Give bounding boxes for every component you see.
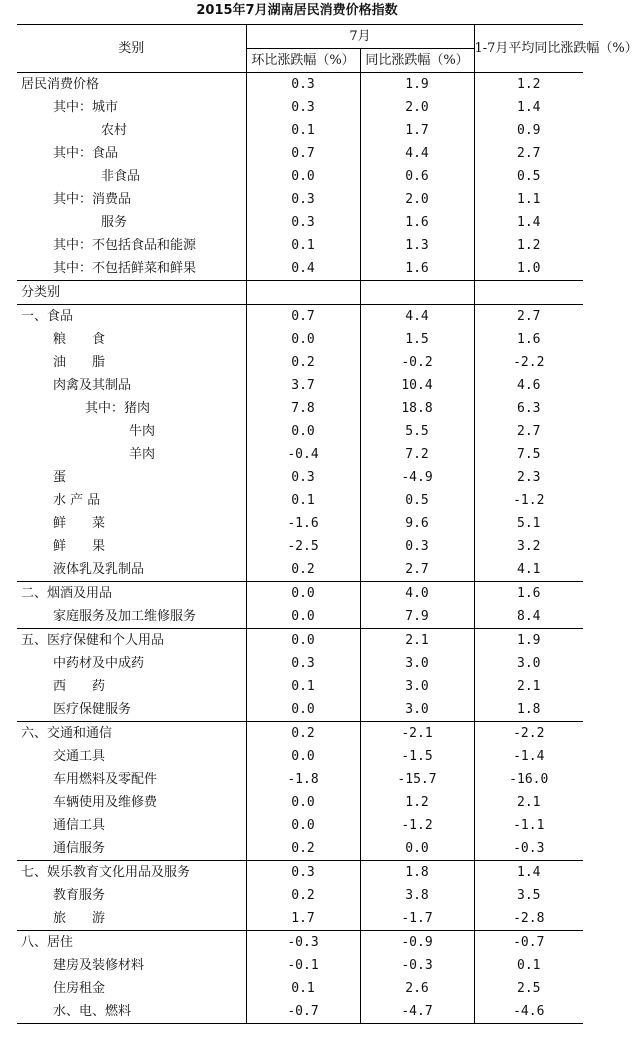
yoy-value: 7.2	[360, 443, 474, 466]
row-label: 鲜 果	[53, 539, 106, 554]
table-row	[17, 931, 583, 955]
yoy-value: 1.3	[360, 234, 474, 257]
row-label: 家庭服务及加工维修服务	[53, 609, 197, 624]
mom-value: 0.2	[246, 837, 360, 861]
mom-value: 0.2	[246, 351, 360, 374]
ytd-value: 1.4	[474, 211, 583, 234]
table-row	[17, 165, 583, 188]
mom-value: 0.2	[246, 558, 360, 582]
row-label: 其中：不包括食品和能源	[53, 238, 197, 253]
ytd-value: 7.5	[474, 443, 583, 466]
table-row	[17, 814, 583, 837]
table-row	[17, 745, 583, 768]
mom-value: -0.1	[246, 954, 360, 977]
table-row	[17, 791, 583, 814]
ytd-value: 2.7	[474, 142, 583, 165]
yoy-value: 1.5	[360, 328, 474, 351]
row-label: 六、交通和通信	[17, 722, 246, 746]
mom-value: -0.7	[246, 1000, 360, 1024]
mom-value: 0.1	[246, 119, 360, 142]
table-row	[17, 861, 583, 885]
table-row	[17, 722, 583, 746]
ytd-value: 1.4	[474, 861, 583, 885]
table-row	[17, 466, 583, 489]
table-row	[17, 257, 583, 281]
yoy-value: 4.0	[360, 582, 474, 606]
table-row	[17, 884, 583, 907]
cpi-table	[17, 24, 638, 1024]
table-row	[17, 605, 583, 629]
mom-value: 0.3	[246, 188, 360, 211]
table-row	[17, 698, 583, 722]
table-row	[17, 328, 583, 351]
row-label: 羊肉	[129, 447, 156, 462]
table-row	[17, 489, 583, 512]
row-label: 五、医疗保健和个人用品	[17, 629, 246, 653]
yoy-value: 0.0	[360, 837, 474, 861]
yoy-value: 0.5	[360, 489, 474, 512]
row-label: 农村	[101, 123, 128, 138]
table-row	[17, 652, 583, 675]
yoy-value: 1.8	[360, 861, 474, 885]
yoy-value: 4.4	[360, 305, 474, 329]
mom-value: 0.7	[246, 142, 360, 165]
yoy-value: -4.9	[360, 466, 474, 489]
yoy-value: 3.0	[360, 675, 474, 698]
ytd-value: 2.1	[474, 791, 583, 814]
mom-value: 0.7	[246, 305, 360, 329]
table-row	[17, 675, 583, 698]
row-label: 粮 食	[53, 332, 106, 347]
table-row	[17, 397, 583, 420]
yoy-value: -0.2	[360, 351, 474, 374]
row-label: 牛肉	[129, 424, 156, 439]
ytd-value: 8.4	[474, 605, 583, 629]
header-ytd: 1-7月平均同比涨跌幅（%）	[474, 25, 583, 73]
ytd-value: 1.1	[474, 188, 583, 211]
yoy-value: 3.8	[360, 884, 474, 907]
ytd-value: 1.0	[474, 257, 583, 281]
ytd-value: 2.7	[474, 420, 583, 443]
row-label: 服务	[101, 215, 128, 230]
mom-value: 0.4	[246, 257, 360, 281]
yoy-value: 10.4	[360, 374, 474, 397]
ytd-value: 3.2	[474, 535, 583, 558]
mom-value: 0.1	[246, 489, 360, 512]
ytd-value: 1.4	[474, 96, 583, 119]
mom-value: -0.4	[246, 443, 360, 466]
mom-value: -1.8	[246, 768, 360, 791]
mom-value: 0.2	[246, 722, 360, 746]
yoy-value: 3.0	[360, 652, 474, 675]
mom-value: 0.3	[246, 861, 360, 885]
ytd-value: 2.1	[474, 675, 583, 698]
mom-value: 0.0	[246, 629, 360, 653]
row-label: 油 脂	[53, 355, 106, 370]
header-category: 类别	[17, 25, 246, 73]
row-label: 液体乳及乳制品	[53, 562, 145, 577]
row-label: 其中：不包括鲜菜和鲜果	[53, 261, 197, 276]
ytd-value: 1.2	[474, 73, 583, 97]
table-row	[17, 837, 583, 861]
mom-value: 0.2	[246, 884, 360, 907]
mom-value: 0.1	[246, 234, 360, 257]
ytd-value: 1.6	[474, 582, 583, 606]
row-label: 教育服务	[53, 888, 106, 903]
header-yoy: 同比涨跌幅（%）	[360, 49, 474, 73]
row-label: 一、食品	[17, 305, 246, 329]
table-row	[17, 234, 583, 257]
row-label: 居民消费价格	[21, 77, 100, 92]
ytd-value: 2.7	[474, 305, 583, 329]
yoy-value: 3.0	[360, 698, 474, 722]
ytd-value: 1.9	[474, 629, 583, 653]
yoy-value: 1.7	[360, 119, 474, 142]
mom-value: 0.0	[246, 791, 360, 814]
table-row	[17, 73, 583, 97]
ytd-value: -0.3	[474, 837, 583, 861]
ytd-value: -0.7	[474, 931, 583, 955]
table-row	[17, 351, 583, 374]
table-row	[17, 1000, 583, 1024]
yoy-value: 1.2	[360, 791, 474, 814]
table-row	[17, 768, 583, 791]
table-title: 2015年7月湖南居民消费价格指数	[196, 3, 398, 18]
table-row	[17, 535, 583, 558]
ytd-value: -2.2	[474, 351, 583, 374]
yoy-value: 0.3	[360, 535, 474, 558]
row-label: 水 产 品	[53, 493, 101, 508]
header-mom: 环比涨跌幅（%）	[246, 49, 360, 73]
yoy-value: 1.6	[360, 257, 474, 281]
row-label: 住房租金	[53, 981, 106, 996]
mom-value: -1.6	[246, 512, 360, 535]
row-label: 鲜 菜	[53, 516, 106, 531]
mom-value: 0.0	[246, 745, 360, 768]
row-label: 其中：消费品	[53, 192, 132, 207]
ytd-value: 0.5	[474, 165, 583, 188]
table-row	[17, 582, 583, 606]
ytd-value: -2.2	[474, 722, 583, 746]
mom-value: -2.5	[246, 535, 360, 558]
yoy-value: 2.6	[360, 977, 474, 1000]
row-label: 西 药	[53, 679, 106, 694]
ytd-value: -1.4	[474, 745, 583, 768]
yoy-value: 9.6	[360, 512, 474, 535]
ytd-value: 5.1	[474, 512, 583, 535]
mom-value: 0.3	[246, 211, 360, 234]
ytd-value: 2.3	[474, 466, 583, 489]
yoy-value: -2.1	[360, 722, 474, 746]
table-row	[17, 119, 583, 142]
table-row	[17, 142, 583, 165]
row-label: 水、电、燃料	[17, 1000, 246, 1024]
mom-value: 0.3	[246, 466, 360, 489]
table-row	[17, 977, 583, 1000]
row-label: 二、烟酒及用品	[17, 582, 246, 606]
yoy-value: 1.9	[360, 73, 474, 97]
yoy-value: 2.1	[360, 629, 474, 653]
row-label: 车辆使用及维修费	[53, 795, 158, 810]
yoy-value: 7.9	[360, 605, 474, 629]
row-label: 交通工具	[53, 749, 106, 764]
ytd-value: 4.1	[474, 558, 583, 582]
ytd-value: 1.8	[474, 698, 583, 722]
table-row	[17, 211, 583, 234]
row-label: 七、娱乐教育文化用品及服务	[17, 861, 246, 885]
yoy-value: 2.0	[360, 96, 474, 119]
table-row	[17, 420, 583, 443]
ytd-value: -4.6	[474, 1000, 583, 1024]
mom-value: 0.1	[246, 977, 360, 1000]
table-row	[17, 305, 583, 329]
ytd-value: 1.2	[474, 234, 583, 257]
row-label: 其中：食品	[53, 146, 119, 161]
row-label: 通信工具	[53, 818, 106, 833]
row-label: 通信服务	[53, 841, 106, 856]
yoy-value: 5.5	[360, 420, 474, 443]
mom-value: 7.8	[246, 397, 360, 420]
mom-value	[246, 281, 360, 305]
mom-value: 0.0	[246, 328, 360, 351]
ytd-value: 4.6	[474, 374, 583, 397]
mom-value: 0.0	[246, 420, 360, 443]
row-label: 其中：城市	[53, 100, 119, 115]
yoy-value: 2.0	[360, 188, 474, 211]
row-label: 医疗保健服务	[53, 702, 132, 717]
ytd-value: 6.3	[474, 397, 583, 420]
yoy-value: -15.7	[360, 768, 474, 791]
mom-value: 0.1	[246, 675, 360, 698]
mom-value: 0.3	[246, 96, 360, 119]
row-label: 建房及装修材料	[53, 958, 145, 973]
mom-value: 1.7	[246, 907, 360, 931]
table-row	[17, 558, 583, 582]
ytd-value: -1.2	[474, 489, 583, 512]
yoy-value: 0.6	[360, 165, 474, 188]
row-label: 八、居住	[17, 931, 246, 955]
yoy-value: -4.7	[360, 1000, 474, 1024]
yoy-value: 18.8	[360, 397, 474, 420]
yoy-value: -0.9	[360, 931, 474, 955]
row-label: 非食品	[101, 169, 141, 184]
table-row	[17, 96, 583, 119]
ytd-value: 0.9	[474, 119, 583, 142]
ytd-value: -1.1	[474, 814, 583, 837]
mom-value: 0.0	[246, 165, 360, 188]
row-label: 蛋	[53, 470, 67, 485]
mom-value: 3.7	[246, 374, 360, 397]
ytd-value: -2.8	[474, 907, 583, 931]
row-label: 车用燃料及零配件	[53, 772, 158, 787]
table-row	[17, 374, 583, 397]
row-label: 肉禽及其制品	[53, 378, 132, 393]
header-month: 7月	[246, 25, 474, 49]
yoy-value: -0.3	[360, 954, 474, 977]
table-row	[17, 954, 583, 977]
row-label: 其中：猪肉	[85, 401, 151, 416]
mom-value: 0.0	[246, 582, 360, 606]
row-label: 旅 游	[53, 911, 106, 926]
mom-value: 0.3	[246, 652, 360, 675]
table-row	[17, 281, 583, 305]
row-label: 分类别	[17, 281, 246, 305]
ytd-value: -16.0	[474, 768, 583, 791]
ytd-value: 3.0	[474, 652, 583, 675]
ytd-value: 0.1	[474, 954, 583, 977]
yoy-value: 4.4	[360, 142, 474, 165]
ytd-value: 3.5	[474, 884, 583, 907]
mom-value: 0.0	[246, 698, 360, 722]
table-row	[17, 907, 583, 931]
row-label: 中药材及中成药	[53, 656, 145, 671]
yoy-value: 2.7	[360, 558, 474, 582]
ytd-value: 1.6	[474, 328, 583, 351]
yoy-value: -1.2	[360, 814, 474, 837]
table-row	[17, 188, 583, 211]
ytd-value: 2.5	[474, 977, 583, 1000]
table-row	[17, 512, 583, 535]
mom-value: 0.3	[246, 73, 360, 97]
yoy-value: 1.6	[360, 211, 474, 234]
table-row	[17, 629, 583, 653]
mom-value: 0.0	[246, 814, 360, 837]
ytd-value	[474, 281, 583, 305]
yoy-value: -1.7	[360, 907, 474, 931]
mom-value: 0.0	[246, 605, 360, 629]
yoy-value: -1.5	[360, 745, 474, 768]
mom-value: -0.3	[246, 931, 360, 955]
yoy-value	[360, 281, 474, 305]
table-row	[17, 443, 583, 466]
